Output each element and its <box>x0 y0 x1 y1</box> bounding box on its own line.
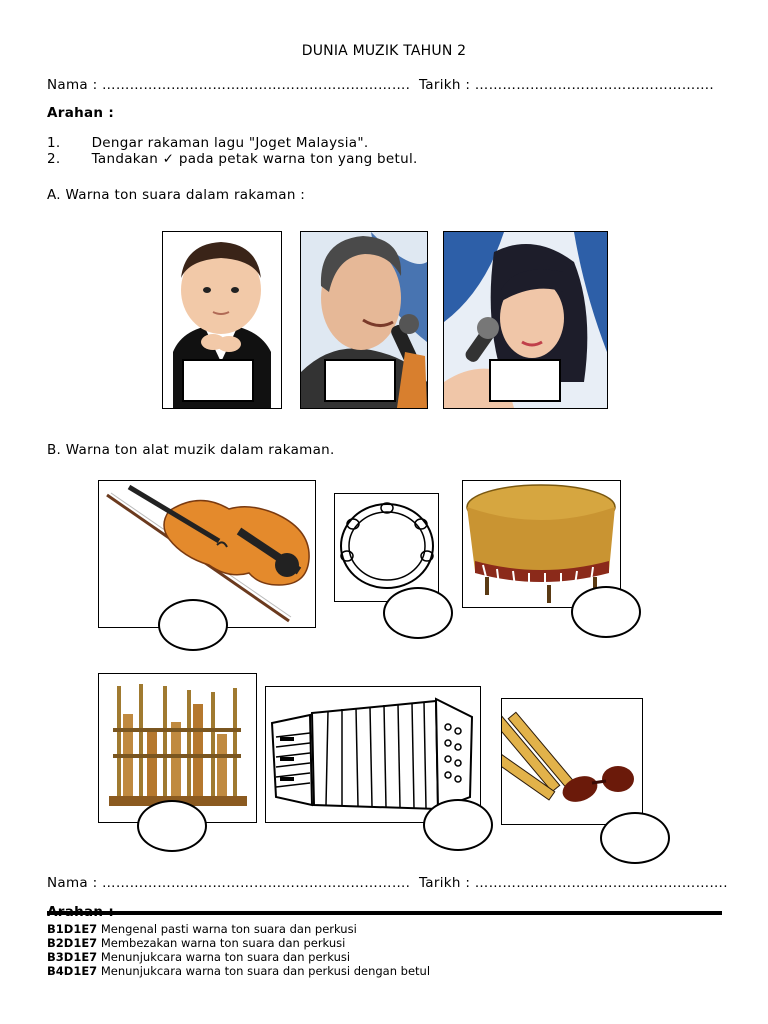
arahan-item-2 <box>47 151 418 167</box>
female-singer-image <box>443 231 608 409</box>
nama-dots: …………………………………………………………. <box>102 77 411 93</box>
tambourine-image <box>334 493 439 602</box>
criteria-item <box>47 964 430 978</box>
arahan-num: 1. <box>47 135 61 151</box>
criteria-item <box>47 950 350 964</box>
tarikh-field <box>419 77 714 93</box>
answer-box[interactable] <box>489 359 561 402</box>
arahan-heading: Arahan : <box>47 105 115 121</box>
nama-label: Nama : <box>47 875 98 891</box>
angklung-image <box>98 673 257 823</box>
criteria-item <box>47 922 357 936</box>
answer-box[interactable] <box>324 359 396 402</box>
divider-line <box>47 911 722 915</box>
page-title: DUNIA MUZIK TAHUN 2 <box>301 43 467 59</box>
arahan-text: Tandakan ✓ pada petak warna ton yang betul. <box>91 151 418 167</box>
tarikh-dots: ………………………………………………. <box>474 875 728 891</box>
criteria-text: Menunjukcara warna ton suara dan perkusi dengan betul <box>100 964 431 978</box>
accordion-image <box>265 686 481 823</box>
nama-field <box>47 77 410 93</box>
answer-oval[interactable] <box>383 587 453 639</box>
footer-nama-field <box>47 875 410 891</box>
answer-box[interactable] <box>182 359 254 402</box>
criteria-code: B4D1E7 <box>47 964 98 978</box>
answer-oval[interactable] <box>158 599 228 651</box>
male-singer-image <box>300 231 428 409</box>
answer-oval[interactable] <box>571 586 641 638</box>
maracas-image <box>501 698 643 825</box>
arahan-item-1 <box>47 135 368 151</box>
section-a-label: A. Warna ton suara dalam rakaman : <box>47 187 306 203</box>
criteria-text: Menunjukcara warna ton suara dan perkusi <box>100 950 351 964</box>
criteria-text: Membezakan warna ton suara dan perkusi <box>100 936 346 950</box>
drum-image <box>462 480 621 608</box>
nama-dots: …………………………………………………………. <box>102 875 411 891</box>
violin-image <box>98 480 316 628</box>
nama-label: Nama : <box>47 77 98 93</box>
arahan-text: Dengar rakaman lagu "Joget Malaysia". <box>91 135 369 151</box>
criteria-item <box>47 936 345 950</box>
tarikh-label: Tarikh : <box>419 77 471 93</box>
tarikh-label: Tarikh : <box>419 875 471 891</box>
answer-oval[interactable] <box>600 812 670 864</box>
baby-singer-image <box>162 231 282 409</box>
criteria-code: B2D1E7 <box>47 936 98 950</box>
criteria-code: B3D1E7 <box>47 950 98 964</box>
tarikh-dots: ……………………………………………. <box>474 77 714 93</box>
criteria-code: B1D1E7 <box>47 922 98 936</box>
footer-tarikh-field <box>419 875 728 891</box>
answer-oval[interactable] <box>423 799 493 851</box>
arahan-num: 2. <box>47 151 61 167</box>
section-b-label: B. Warna ton alat muzik dalam rakaman. <box>47 442 335 458</box>
criteria-text: Mengenal pasti warna ton suara dan perkusi <box>100 922 357 936</box>
answer-oval[interactable] <box>137 800 207 852</box>
